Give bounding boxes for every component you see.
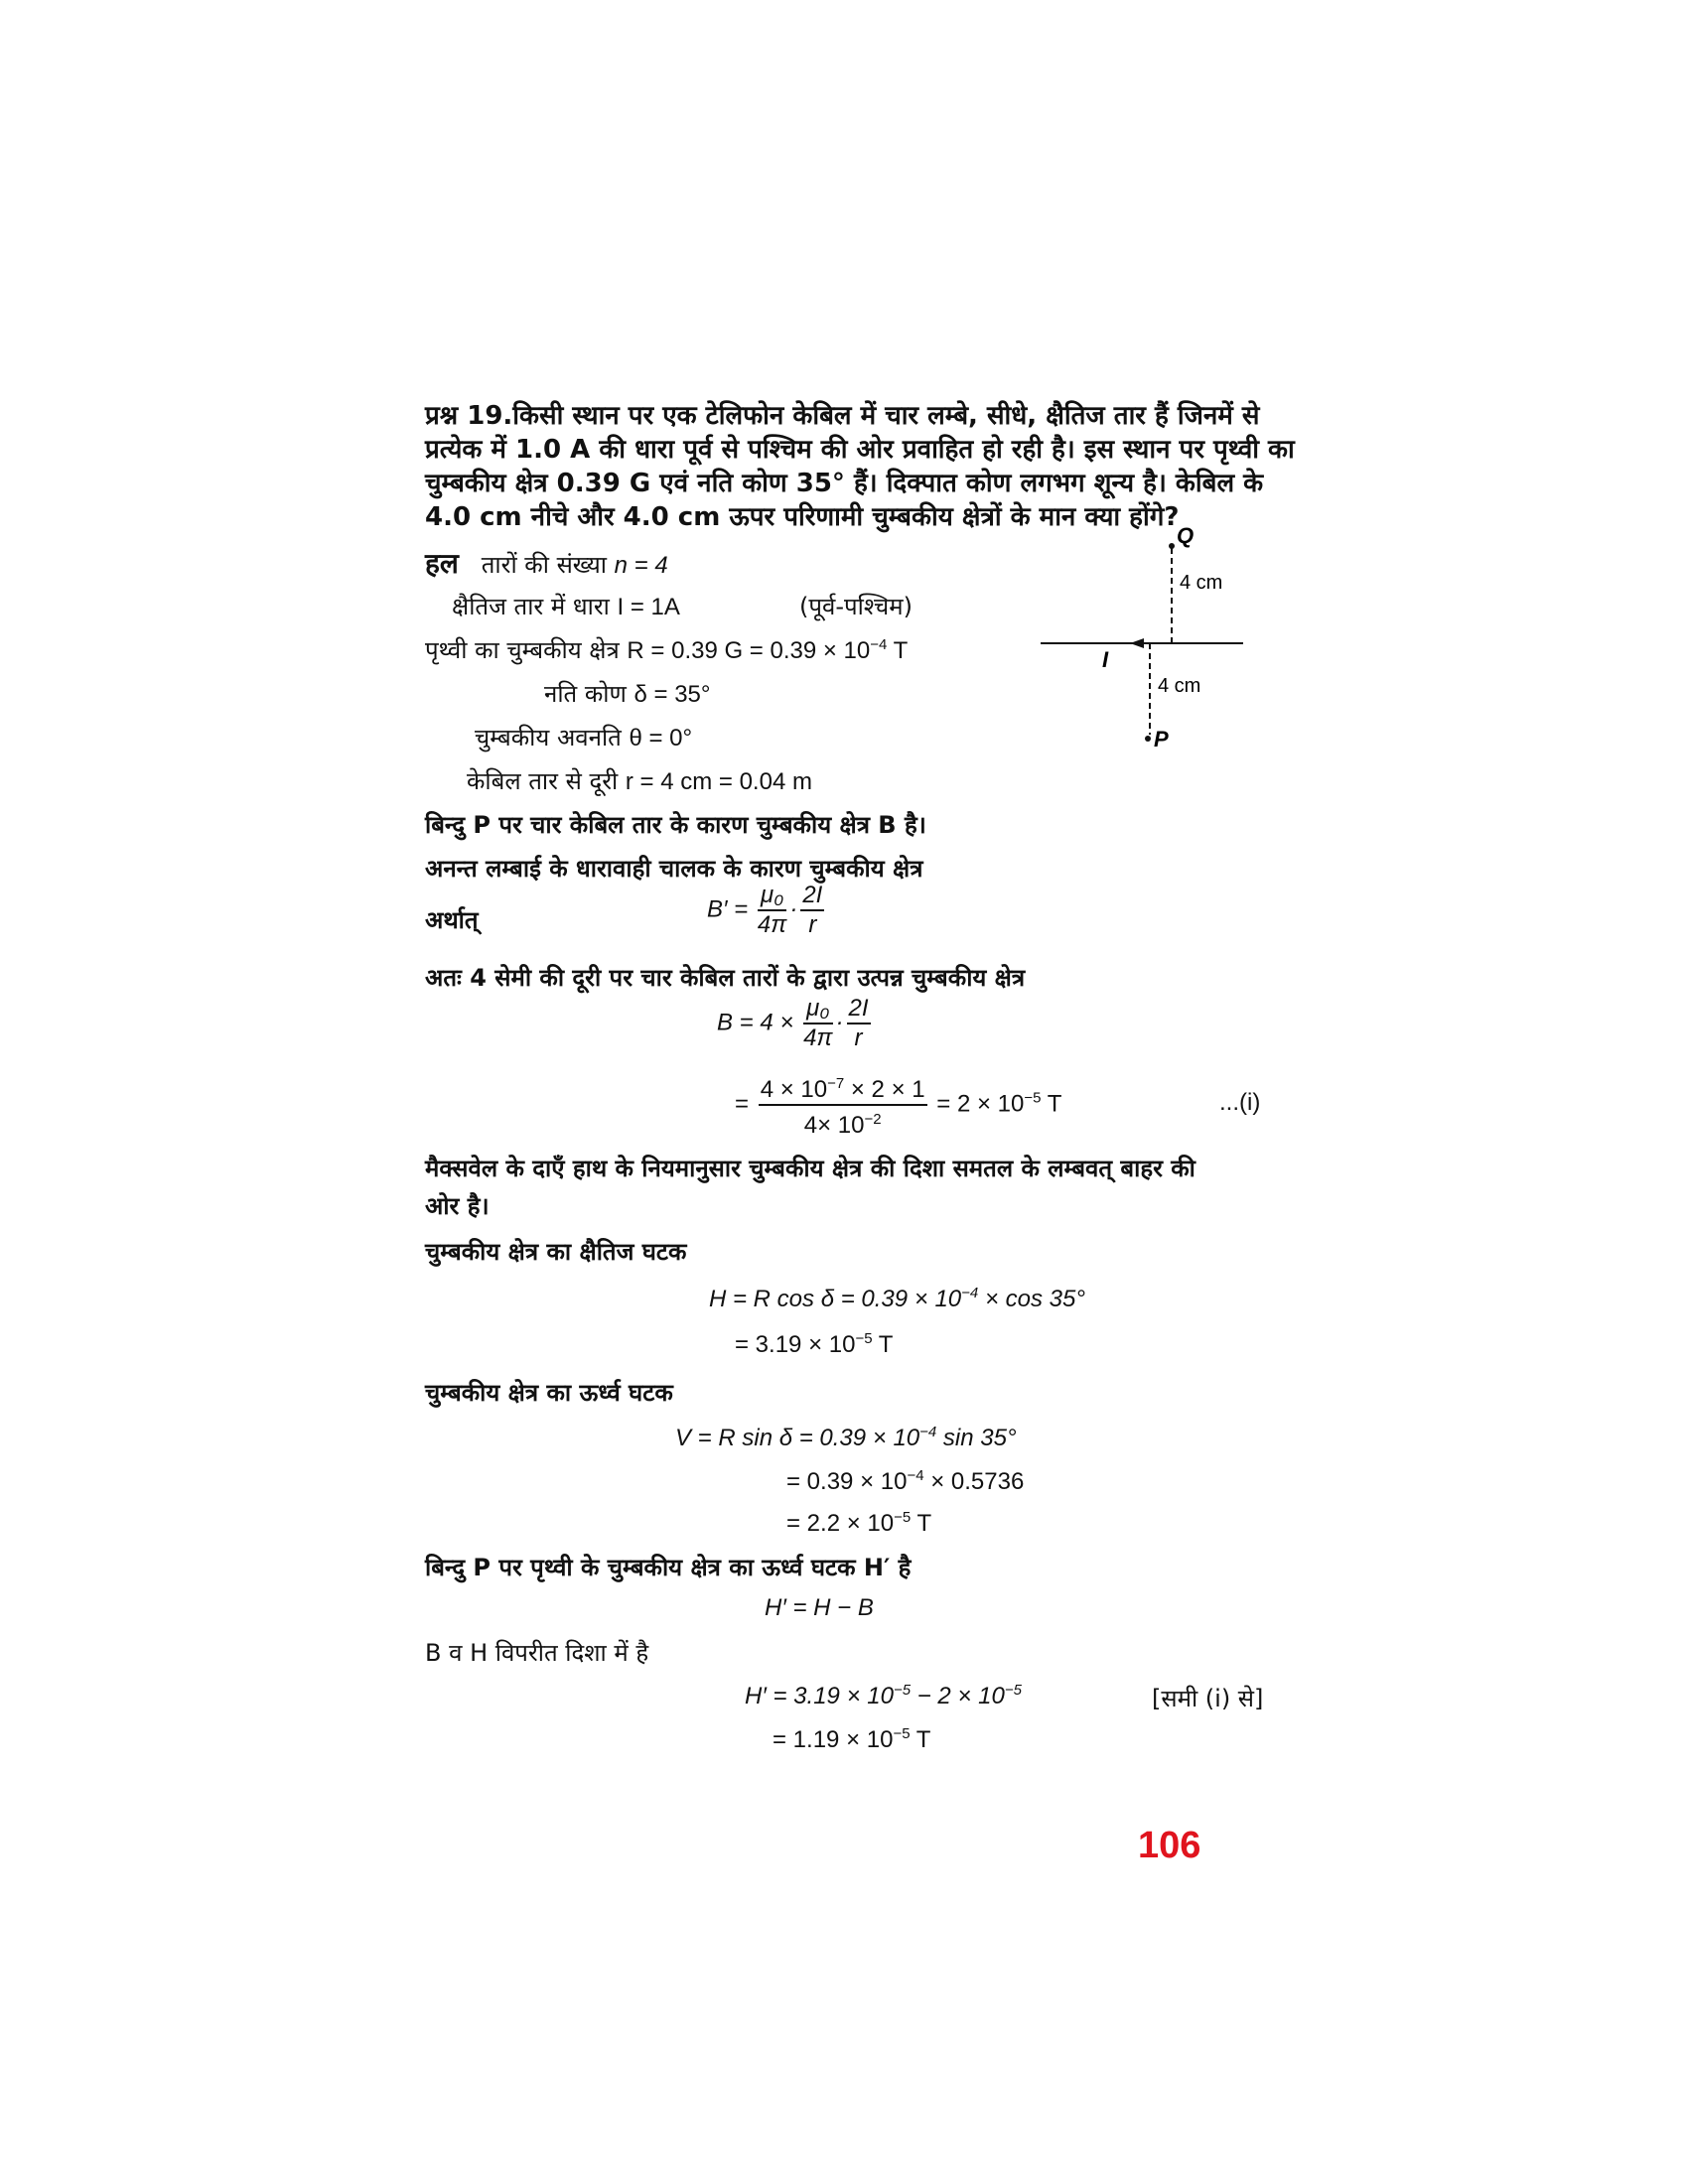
solution-dip-line: नति कोण δ = 35° [544, 680, 711, 708]
atah-text: अतः 4 सेमी की दूरी पर चार केबिल तारों के द्वारा उत्पन्न चुम्बकीय क्षेत्र [425, 964, 1026, 992]
wire-diagram [1033, 526, 1261, 764]
current-direction: (पूर्व-पश्चिम) [799, 593, 914, 620]
maxwell-line-1: मैक्सवेल के दाएँ हाथ के नियमानुसार चुम्बकीय क्षेत्र की दिशा समतल के लम्बवत् बाहर की [425, 1155, 1196, 1182]
label-q: Q [1177, 526, 1195, 548]
hprime-reference: [समी (i) से] [1152, 1685, 1264, 1712]
question-label: प्रश्न 19. [425, 401, 513, 431]
hprime-calculation: $H' = 3.19 \times 10^{-5} - 2 \times 10^{-5}$ [745, 1682, 1022, 1709]
arthat-label: अर्थात् [425, 906, 479, 934]
b-formula: B = 4 × $\frac{\text{μ₀}}{4\pi}$ · $\frac{2I}{r}$ [717, 995, 869, 1051]
h-value: = $3.19 \times 10^{-5}$ T [735, 1330, 894, 1358]
page-number: 106 [1138, 1825, 1201, 1866]
point-q-dot [1169, 543, 1175, 549]
point-p-vertical-text: बिन्दु P पर पृथ्वी के चुम्बकीय क्षेत्र का ऊर्ध्व घटक H′ है [425, 1554, 912, 1581]
question-line-1: प्रश्न 19.किसी स्थान पर एक टेलिफोन केबिल में चार लम्बे, सीधे, क्षैतिज तार हैं जिनमें से [425, 401, 1260, 431]
maxwell-line-2: ओर है। [425, 1192, 490, 1220]
question-line-4: 4.0 cm नीचे और 4.0 cm ऊपर परिणामी चुम्बकीय क्षेत्रों के मान क्या होंगे? [425, 502, 1180, 532]
v-equation: V = R $\sin \delta = 0.39 \times 10^{-4}$ sin 35° [675, 1424, 1017, 1451]
label-p: P [1154, 727, 1169, 751]
hprime-definition: H′ = H − B [765, 1594, 874, 1621]
hprime-value: = $1.19 \times 10^{-5}$ T [773, 1725, 931, 1753]
current-arrow-icon [1130, 638, 1144, 648]
lower-distance-label: 4 cm [1158, 675, 1201, 697]
bprime-formula: B′ = $\frac{\text{μ₀}}{4\pi}$ · $\frac{2I}{r}$ [707, 882, 823, 938]
vertical-component-text: चुम्बकीय क्षेत्र का ऊर्ध्व घटक [425, 1379, 673, 1407]
opposite-direction-text: B व H विपरीत दिशा में है [425, 1639, 649, 1667]
infinite-conductor-text: अनन्त लम्बाई के धारावाही चालक के कारण चुम्बकीय क्षेत्र [425, 855, 923, 883]
solution-current-line: क्षैतिज तार में धारा I = 1A [452, 593, 680, 620]
label-current-i: I [1102, 647, 1109, 672]
equation-ref-i: ...(i) [1219, 1089, 1261, 1116]
upper-distance-label: 4 cm [1180, 572, 1223, 594]
solution-label: हल [425, 547, 459, 580]
point-p-text: बिन्दु P पर चार केबिल तार के कारण चुम्बकीय क्षेत्र B है। [425, 811, 926, 839]
question-line-3: चुम्बकीय क्षेत्र 0.39 G एवं नति कोण 35° हैं। दिक्पात कोण लगभग शून्य है। केबिल के [425, 469, 1264, 498]
horizontal-component-text: चुम्बकीय क्षेत्र का क्षैतिज घटक [425, 1238, 687, 1266]
b-calculation: = $\frac{4 \times 10^{-7} \times 2 \times 1}{4\times 10^{-2}}$ = $2 \times 10^{-5}$ T [735, 1070, 1061, 1140]
solution-dist-line: केबिल तार से दूरी r = 4 cm = 0.04 m [467, 767, 812, 795]
question-line-2: प्रत्येक में 1.0 A की धारा पूर्व से पश्चिम की ओर प्रवाहित हो रही है। इस स्थान पर पृथ्वी का [425, 435, 1295, 465]
solution-decl-line: चुम्बकीय अवनति θ = 0° [475, 724, 693, 751]
v-step: = $0.39 \times 10^{-4} \times 0.5736$ [786, 1467, 1025, 1495]
point-p-dot [1145, 736, 1151, 742]
solution-wires-line: हल तारों की संख्या n = 4 [425, 547, 668, 580]
solution-field-line: पृथ्वी का चुम्बकीय क्षेत्र R = 0.39 $G = 0.39 \times 10^{-4}$ T [425, 636, 909, 664]
h-equation: H = R $\cos \delta = 0.39 \times 10^{-4} \times \cos 35^\circ$ [709, 1285, 1085, 1312]
v-value: = $2.2 \times 10^{-5}$ T [786, 1509, 932, 1537]
